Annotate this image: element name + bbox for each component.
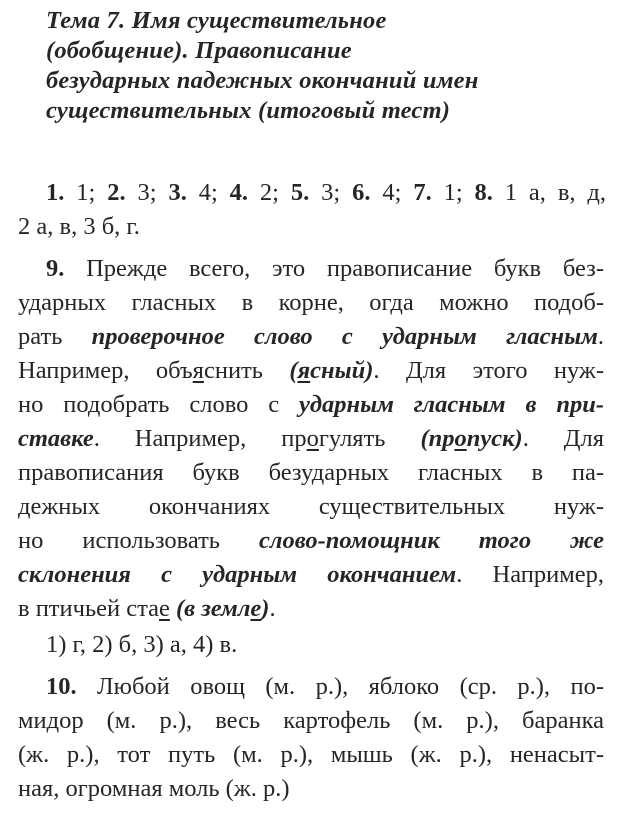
text-run: ставке <box>18 425 94 452</box>
heading-line: безударных падежных окончаний имен <box>46 67 479 94</box>
text-run: . <box>269 595 276 622</box>
heading-line: (обобщение). Правописание <box>46 37 352 64</box>
text-run: . Например, <box>456 561 604 588</box>
text-run: 2; <box>248 179 291 206</box>
q9-line <box>18 356 604 386</box>
text-run: слово-помощник того же <box>259 527 605 554</box>
text-run: 1. <box>46 179 65 206</box>
text-run: . Для <box>522 425 604 452</box>
text-run: (ж. р.), тот путь (м. р.), мышь (ж. р.), ненасыт- <box>18 741 604 768</box>
q9-line <box>18 322 604 352</box>
text-run: е <box>250 595 262 622</box>
text-run: (пр <box>420 425 455 452</box>
text-run: 8. <box>474 179 493 206</box>
text-run: (в земл <box>175 595 251 622</box>
topic-heading <box>46 6 606 126</box>
text-run: 2 а, в, 3 б, г. <box>18 213 140 240</box>
text-run: сный) <box>310 357 374 384</box>
q9-line <box>18 390 604 420</box>
q10-line <box>18 706 604 736</box>
text-run: о <box>306 425 319 452</box>
text-run: снить <box>203 357 290 384</box>
q9-line <box>18 458 604 488</box>
text-run: Например, объ <box>18 357 193 384</box>
text-run: 1) г, 2) б, 3) а, 4) в. <box>46 631 238 658</box>
q9-line <box>18 594 276 624</box>
text-run: 1; <box>431 179 475 206</box>
text-run: но подобрать слово с <box>18 391 300 418</box>
text-run: в птичьей ста <box>18 595 159 622</box>
q9-line <box>46 254 604 284</box>
text-run: 3. <box>168 179 187 206</box>
text-run: Прежде всего, это правописание букв без- <box>64 255 604 282</box>
text-run: 4; <box>186 179 230 206</box>
text-run: 5. <box>290 179 310 206</box>
text-run: дежных окончаниях существительных нуж- <box>18 493 604 520</box>
text-run: 1; <box>64 179 108 206</box>
text-run: 3; <box>309 179 353 206</box>
text-run: я <box>297 357 311 384</box>
text-run: рать <box>18 323 92 350</box>
text-run: е <box>158 595 170 622</box>
text-run: 4; <box>370 179 414 206</box>
text-run: склонения с ударным окончанием <box>18 561 457 588</box>
text-run: 3; <box>125 179 169 206</box>
answers-line <box>18 212 140 242</box>
text-run: 9. <box>46 255 65 282</box>
text-run: 4. <box>229 179 249 206</box>
q10-line <box>46 672 604 702</box>
text-run: о <box>454 425 467 452</box>
text-run: 10. <box>46 673 77 700</box>
q9-line <box>18 424 604 454</box>
text-run: 6. <box>352 179 371 206</box>
text-run: . Для этого нуж- <box>373 357 604 384</box>
q10-line <box>18 774 290 804</box>
text-run: ( <box>289 357 298 384</box>
text-run: ная, огромная моль (ж. р.) <box>18 775 290 802</box>
text-run: 7. <box>413 179 432 206</box>
q9-line <box>18 560 604 590</box>
text-run: но использовать <box>18 527 260 554</box>
text-run: ударным гласным в при- <box>299 391 604 418</box>
text-run: ) <box>261 595 270 622</box>
q10-line <box>18 740 604 770</box>
text-run: Любой овощ (м. р.), яблоко (ср. р.), по- <box>76 673 604 700</box>
q9-answers <box>46 630 237 660</box>
text-run: пуск) <box>466 425 523 452</box>
heading-line: существительных (итоговый тест) <box>46 97 451 124</box>
text-run: мидор (м. р.), весь картофель (м. р.), баранка <box>18 707 604 734</box>
text-run: . <box>597 323 604 350</box>
text-run: 2. <box>107 179 126 206</box>
text-run: проверочное слово с ударным гласным <box>91 323 598 350</box>
heading-line: Тема 7. Имя существительное <box>46 7 387 34</box>
text-run: гулять <box>318 425 421 452</box>
q9-line <box>18 526 604 556</box>
q9-line <box>18 492 604 522</box>
text-run: 1 а, в, д, <box>492 179 606 206</box>
answers-line <box>46 178 606 208</box>
text-run: . Например, пр <box>93 425 307 452</box>
text-run: я <box>192 357 204 384</box>
text-run: правописания букв безударных гласных в па- <box>18 459 604 486</box>
q9-line <box>18 288 604 318</box>
text-run: ударных гласных в корне, огда можно подоб- <box>18 289 604 316</box>
